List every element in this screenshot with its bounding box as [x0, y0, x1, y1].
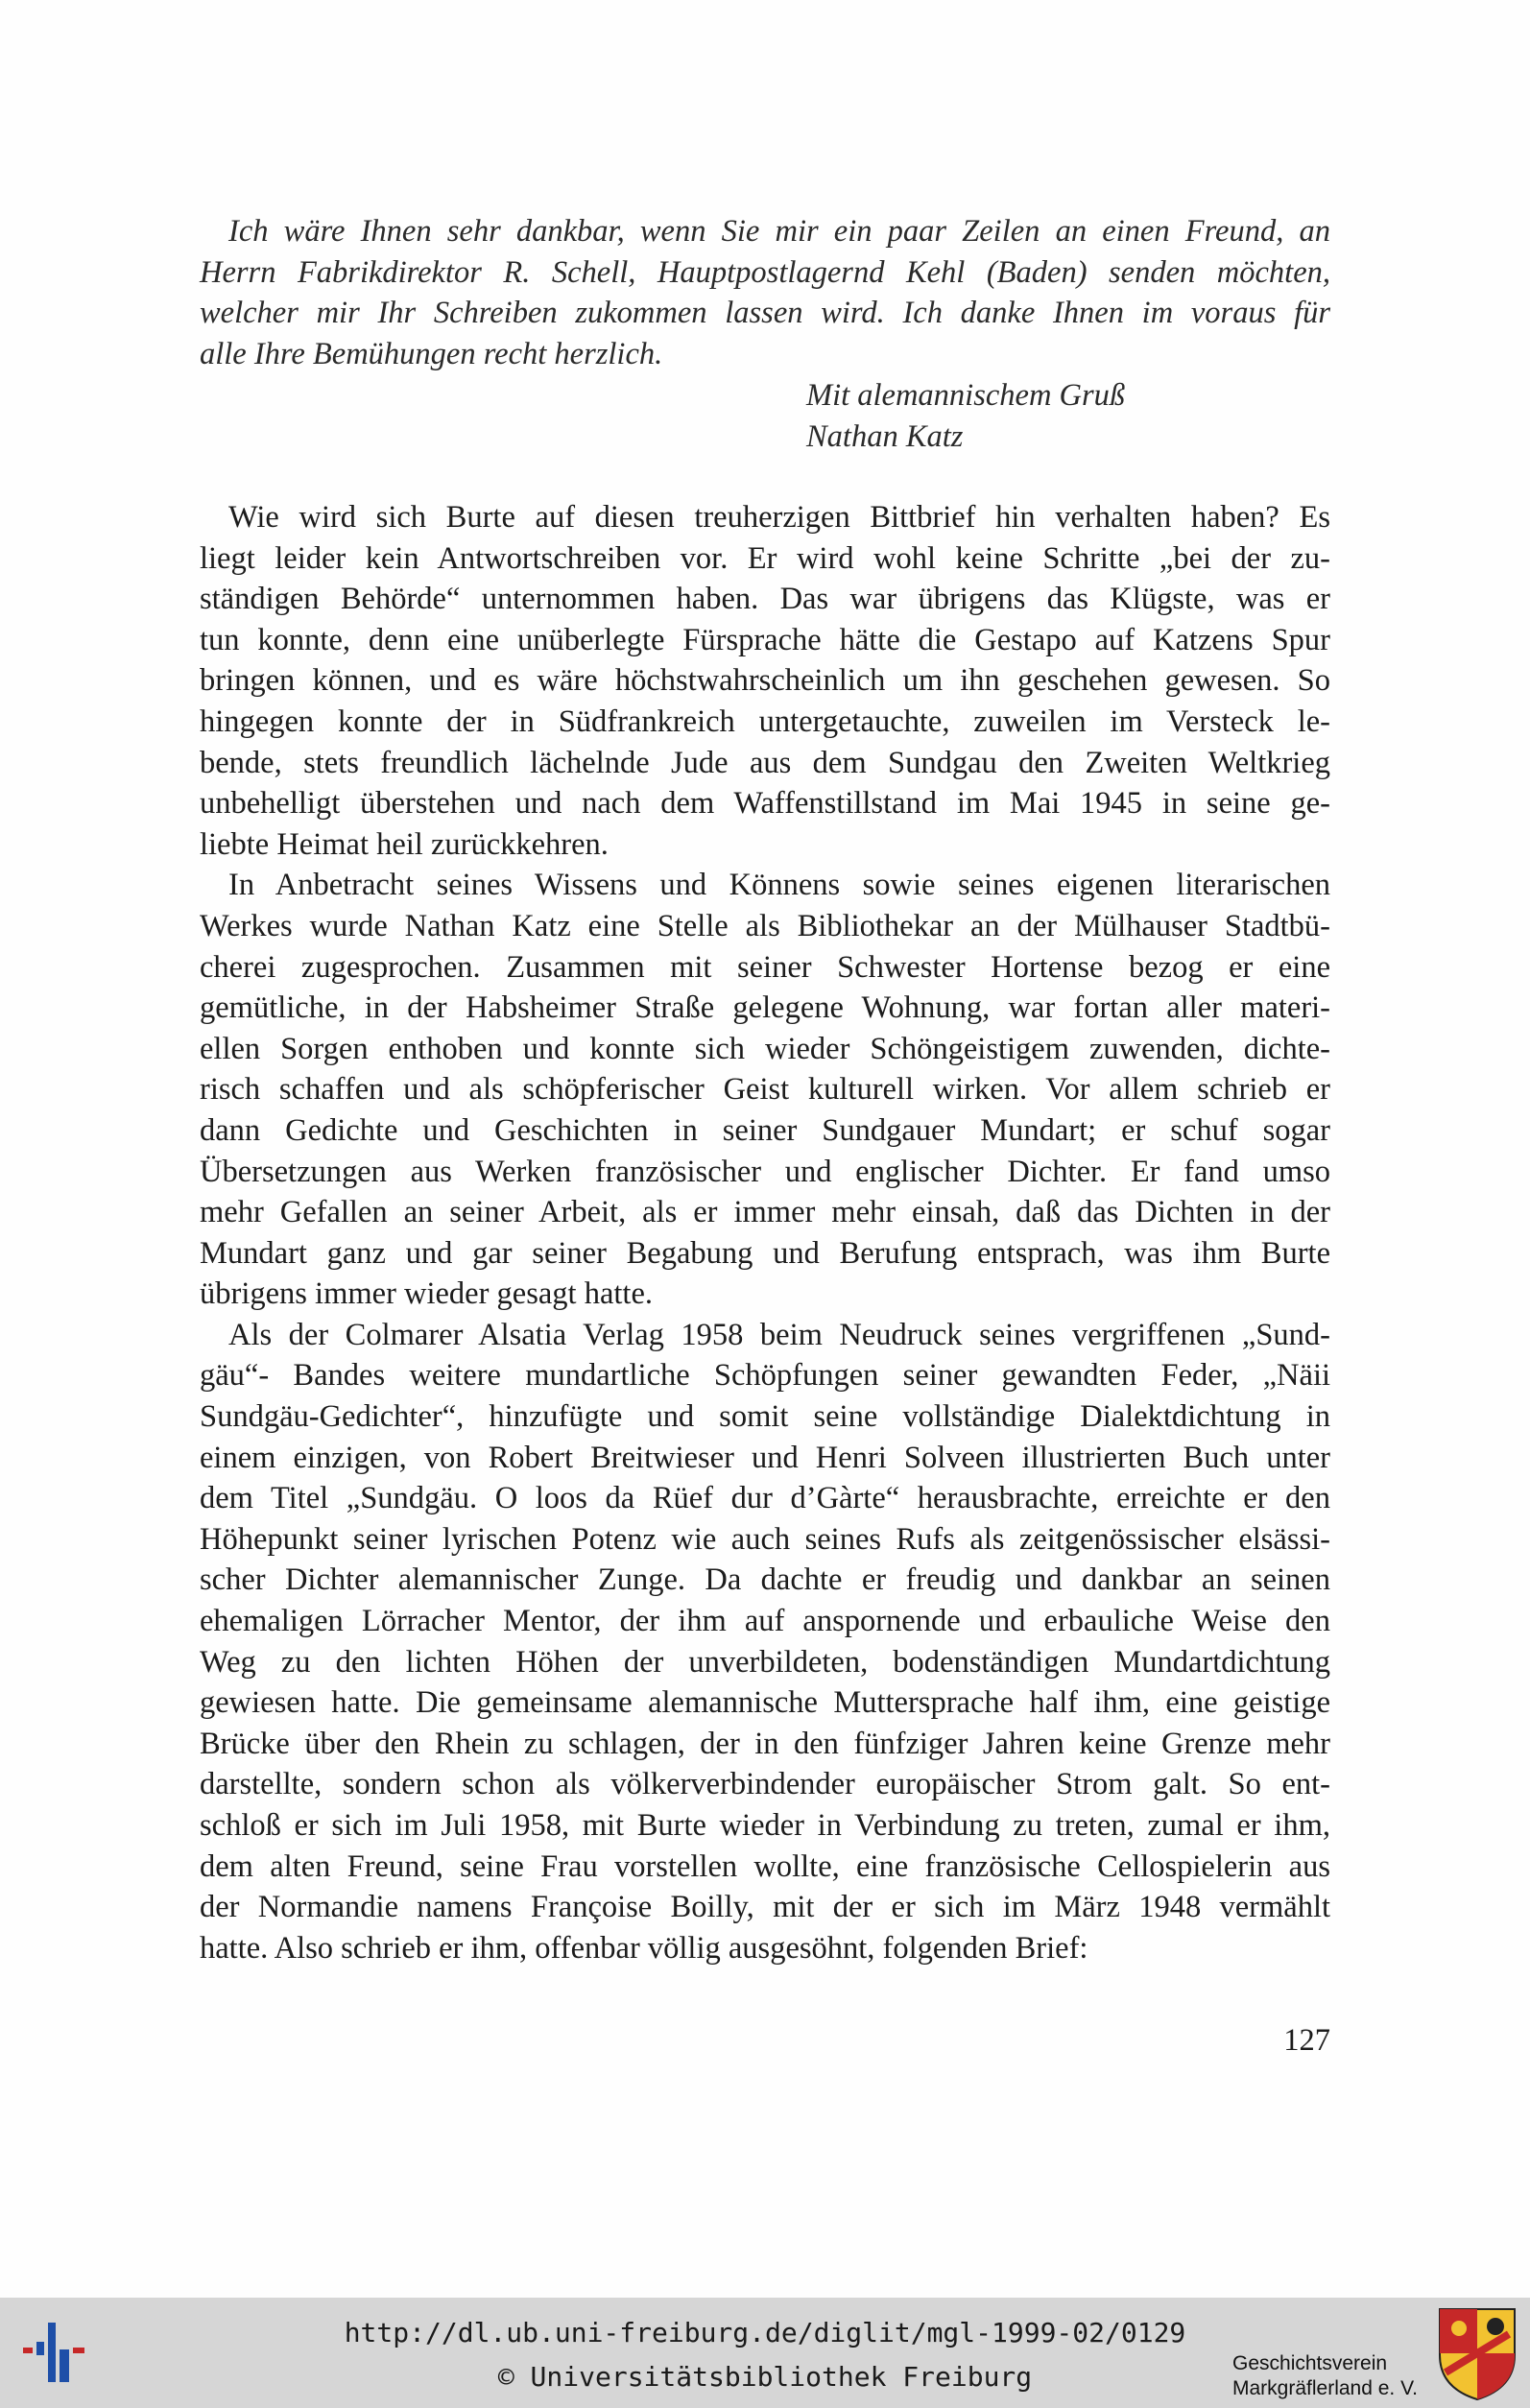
body-line: liegt leider kein Antwortschreiben vor. Er wird wohl keine Schritte „bei der zu-: [200, 540, 1330, 576]
letter-line: Ich wäre Ihnen sehr dankbar, wenn Sie mir ein paar Zeilen an einen Freund, an: [228, 214, 1330, 249]
page-number: 127: [1283, 2023, 1330, 2058]
body-line: Brücke über den Rhein zu schlagen, der in den fünfziger Jahren keine Grenze mehr: [200, 1726, 1330, 1761]
letter-line: Herrn Fabrikdirektor R. Schell, Hauptpostlagernd Kehl (Baden) senden möchten,: [200, 254, 1330, 290]
body-line: scher Dichter alemannischer Zunge. Da dachte er freudig und dankbar an seinen: [200, 1562, 1330, 1598]
letter-line: welcher mir Ihr Schreiben zukommen lassen wird. Ich danke Ihnen im voraus für: [200, 296, 1330, 331]
body-line: mehr Gefallen an seiner Arbeit, als er immer mehr einsah, daß das Dichten in der: [200, 1195, 1330, 1230]
body-line: bringen können, und es wäre höchstwahrscheinlich um ihn geschehen gewesen. So: [200, 663, 1330, 699]
body-line: darstellte, sondern schon als völkerverbindender europäischer Strom galt. So ent-: [200, 1767, 1330, 1802]
body-line: dem alten Freund, seine Frau vorstellen wollte, eine französische Cellospielerin aus: [200, 1848, 1330, 1884]
coat-of-arms-icon: [1436, 2305, 1518, 2401]
body-line: liebte Heimat heil zurückkehren.: [200, 826, 609, 862]
body-line: Weg zu den lichten Höhen der unverbildeten, bodenständigen Mundartdichtung: [200, 1644, 1330, 1680]
body-line: übrigens immer wieder gesagt hatte.: [200, 1276, 653, 1312]
body-line: Höhepunkt seiner lyrischen Potenz wie auch seines Rufs als zeitgenössischer elsässi-: [200, 1521, 1330, 1557]
body-line: Werkes wurde Nathan Katz eine Stelle als Bibliothekar an der Mülhauser Stadtbü-: [200, 908, 1330, 943]
body-line: Mundart ganz und gar seiner Begabung und Berufung entsprach, was ihm Burte: [200, 1235, 1330, 1271]
letter-closing: [806, 375, 1125, 457]
viewer-footer: [0, 2298, 1530, 2408]
body-line: gäu“- Bandes weitere mundartliche Schöpfungen seiner gewandten Feder, „Näii: [200, 1358, 1330, 1394]
body-line: Wie wird sich Burte auf diesen treuherzigen Bittbrief hin verhalten haben? Es: [228, 500, 1330, 535]
letter-line: alle Ihre Bemühungen recht herzlich.: [200, 336, 663, 371]
body-line: tun konnte, denn eine unüberlegte Fürsprache hätte die Gestapo auf Katzens Spur: [200, 622, 1330, 657]
body-line: ehemaligen Lörracher Mentor, der ihm auf anspornende und erbauliche Weise den: [200, 1604, 1330, 1639]
body-line: cherei zugesprochen. Zusammen mit seiner Schwester Hortense bezog er eine: [200, 949, 1330, 985]
body-line: ellen Sorgen enthoben und konnte sich wieder Schöngeistigem zuwenden, dichte-: [200, 1031, 1330, 1066]
body-line: In Anbetracht seines Wissens und Könnens sowie seines eigenen literarischen: [228, 868, 1330, 903]
body-line: einem einzigen, von Robert Breitwieser und Henri Solveen illustrierten Buch unter: [200, 1440, 1330, 1475]
body-line: der Normandie namens Françoise Boilly, mit der er sich im März 1948 vermählt: [200, 1890, 1330, 1925]
society-name: [1232, 2351, 1418, 2401]
closing-greeting: Mit alemannischem Gruß: [806, 378, 1126, 413]
copyright-notice: © Universitätsbibliothek Freiburg: [497, 2361, 1033, 2393]
body-line: schloß er sich im Juli 1958, mit Burte wieder in Verbindung zu treten, zumal er ihm,: [200, 1808, 1330, 1843]
letter-signature: Nathan Katz: [806, 418, 964, 454]
body-line: Übersetzungen aus Werken französischer und englischer Dichter. Er fand umso: [200, 1154, 1330, 1189]
body-line: hingegen konnte der in Südfrankreich untergetauchte, zuweilen im Versteck le-: [200, 703, 1330, 739]
document-url[interactable]: http://dl.ub.uni-freiburg.de/diglit/mgl-1999-02/0129: [344, 2317, 1186, 2348]
society-line: Markgräflerland e. V.: [1232, 2377, 1418, 2399]
body-line: Als der Colmarer Alsatia Verlag 1958 beim Neudruck seines vergriffenen „Sund-: [228, 1317, 1330, 1352]
body-line: dem Titel „Sundgäu. O loos da Rüef dur d’Gàrte“ herausbrachte, erreichte er den: [200, 1481, 1330, 1516]
letter-excerpt: [200, 211, 1330, 374]
body-line: Sundgäu-Gedichter“, hinzufügte und somit seine vollständige Dialektdichtung in: [200, 1399, 1330, 1435]
body-line: unbehelligt überstehen und nach dem Waffenstillstand im Mai 1945 in seine ge-: [200, 786, 1330, 822]
body-line: hatte. Also schrieb er ihm, offenbar völlig ausgesöhnt, folgenden Brief:: [200, 1930, 1088, 1966]
society-line: Geschichtsverein: [1232, 2352, 1388, 2374]
body-line: risch schaffen und als schöpferischer Geist kulturell wirken. Vor allem schrieb er: [200, 1072, 1330, 1108]
body-line: bende, stets freundlich lächelnde Jude aus dem Sundgau den Zweiten Weltkrieg: [200, 745, 1330, 780]
body-line: dann Gedichte und Geschichten in seiner Sundgauer Mundart; er schuf sogar: [200, 1112, 1330, 1148]
body-line: ständigen Behörde“ unternommen haben. Das war übrigens das Klügste, was er: [200, 582, 1330, 617]
body-text: [200, 497, 1330, 1968]
body-line: gewiesen hatte. Die gemeinsame alemannische Muttersprache half ihm, eine geistige: [200, 1685, 1330, 1721]
body-line: gemütliche, in der Habsheimer Straße gelegene Wohnung, war fortan aller materi-: [200, 990, 1330, 1026]
